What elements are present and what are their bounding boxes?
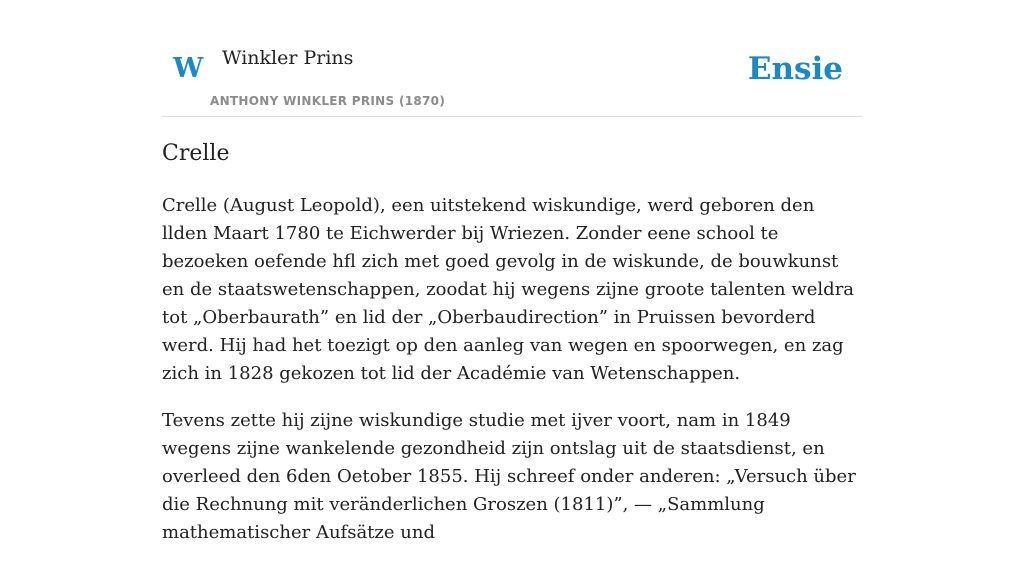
article-paragraph: Crelle (August Leopold), een uitstekend wiskundige, werd geboren den llden Maart 1780 te Eichwerder bij Wriezen. Zonder eene school te bezoeken oefende hfl zich met goed gevolg in de wiskunde, de bouwkunst en de staatswetenschappen, zoodat hij wegens zijne groote talenten weldra tot „Oberbaurath” en lid der „Oberbaudirection” in Pruissen bevorderd werd. Hij had het toezigt op den aanleg van wegen en spoorwegen, en zag zich in 1828 gekozen tot lid der Académie van Wetenschappen.	[162, 195, 855, 384]
source-title-link[interactable]: Winkler Prins	[222, 47, 354, 69]
source-logo[interactable]: W	[173, 53, 204, 84]
article-title: Crelle	[162, 141, 230, 166]
article	[162, 138, 862, 566]
article-body	[162, 192, 862, 547]
source-subtitle: ANTHONY WINKLER PRINS (1870)	[210, 94, 446, 108]
article-paragraph: Tevens zette hij zijne wiskundige studie met ijver voort, nam in 1849 wegens zijne wankelende gezondheid zijn ontslag uit de staatsdienst, en overleed den 6den Oetober 1855. Hij schreef onder anderen: „Versuch über die Rechnung mit veränderlichen Groszen (1811)”, — „Sammlung mathematischer Aufsätze und	[162, 410, 856, 543]
brand-logo[interactable]: Ensie	[747, 51, 843, 87]
source-header	[162, 0, 862, 117]
